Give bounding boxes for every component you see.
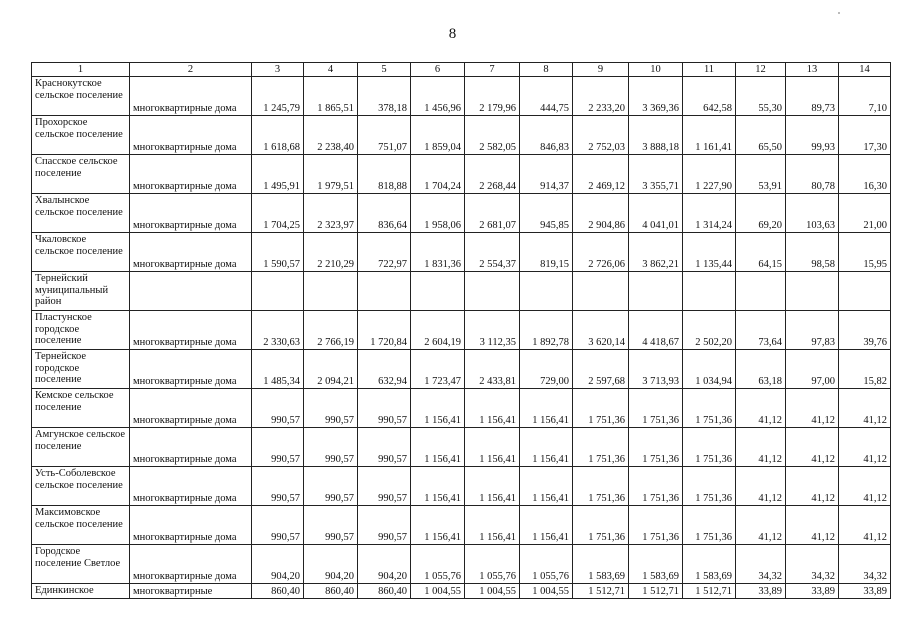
table-row [32,428,891,467]
tariff-value: 1 495,91 [252,155,304,194]
tariff-value: 99,93 [786,116,839,155]
settlement-name: Прохорское сельское поселение [32,116,130,155]
tariff-value: 990,57 [358,467,411,506]
tariff-value: 69,20 [736,194,786,233]
tariff-value: 860,40 [304,584,358,599]
tariff-value: 1 156,41 [465,428,520,467]
tariff-value: 1 512,71 [629,584,683,599]
tariff-value: 41,12 [786,389,839,428]
table-row [32,350,891,389]
tariff-value: 1 156,41 [465,506,520,545]
tariff-value: 1 704,24 [411,155,465,194]
tariff-value: 3 888,18 [629,116,683,155]
tariff-value: 1 583,69 [573,545,629,584]
tariff-value: 2 502,20 [683,311,736,350]
tariff-value: 904,20 [358,545,411,584]
housing-type: многоквартирные дома [130,467,252,506]
tariff-value: 2 268,44 [465,155,520,194]
tariff-value [252,272,304,311]
tariff-value: 378,18 [358,77,411,116]
tariff-value: 1 156,41 [520,467,573,506]
tariff-value: 63,18 [736,350,786,389]
tariff-value: 729,00 [520,350,573,389]
tariff-value: 1 156,41 [520,506,573,545]
tariff-value: 1 958,06 [411,194,465,233]
tariff-value [629,272,683,311]
tariff-value [683,272,736,311]
tariff-value: 33,89 [839,584,891,599]
tariff-value: 34,32 [839,545,891,584]
column-header: 13 [786,63,839,77]
tariff-value [520,272,573,311]
housing-type: многоквартирные дома [130,389,252,428]
settlement-name: Усть-Соболевское сельское поселение [32,467,130,506]
housing-type: многоквартирные дома [130,506,252,545]
tariff-value: 41,12 [736,506,786,545]
housing-type: многоквартирные дома [130,545,252,584]
tariff-value: 41,12 [786,428,839,467]
tariff-value: 1 004,55 [411,584,465,599]
tariff-value: 1 156,41 [411,428,465,467]
tariff-value: 990,57 [304,428,358,467]
tariff-value: 1 512,71 [683,584,736,599]
tariff-value: 1 751,36 [573,428,629,467]
tariff-value: 33,89 [736,584,786,599]
column-header: 10 [629,63,683,77]
tariff-value: 1 751,36 [573,467,629,506]
table-row [32,584,891,599]
tariff-value: 55,30 [736,77,786,116]
tariff-value: 1 723,47 [411,350,465,389]
column-header: 2 [130,63,252,77]
tariff-value: 990,57 [252,428,304,467]
tariff-value: 4 418,67 [629,311,683,350]
tariff-value: 3 112,35 [465,311,520,350]
table-body [32,77,891,599]
tariff-value: 990,57 [252,467,304,506]
tariff-value: 41,12 [839,467,891,506]
tariff-value: 990,57 [358,389,411,428]
table-row [32,155,891,194]
tariff-value: 914,37 [520,155,573,194]
tariff-value: 2 904,86 [573,194,629,233]
tariff-value: 41,12 [839,389,891,428]
tariff-value: 1 859,04 [411,116,465,155]
tariff-value: 632,94 [358,350,411,389]
table-row [32,389,891,428]
scan-speck [838,12,840,14]
tariff-value [465,272,520,311]
tariff-value: 818,88 [358,155,411,194]
tariff-value: 1 156,41 [465,389,520,428]
tariff-value: 990,57 [358,428,411,467]
tariff-value: 2 179,96 [465,77,520,116]
table-row [32,467,891,506]
tariff-value: 2 433,81 [465,350,520,389]
tariff-value: 1 161,41 [683,116,736,155]
tariff-value: 2 094,21 [304,350,358,389]
column-header: 9 [573,63,629,77]
tariff-value: 15,95 [839,233,891,272]
housing-type: многоквартирные дома [130,77,252,116]
table-row [32,272,891,311]
tariff-value: 2 752,03 [573,116,629,155]
tariff-value: 1 004,55 [520,584,573,599]
tariff-value [573,272,629,311]
tariff-value: 1 034,94 [683,350,736,389]
tariff-value: 3 369,36 [629,77,683,116]
settlement-name: Амгунское сельское поселение [32,428,130,467]
tariff-value: 1 156,41 [411,467,465,506]
tariff-value: 64,15 [736,233,786,272]
tariff-value: 2 597,68 [573,350,629,389]
tariff-value: 2 238,40 [304,116,358,155]
tariff-value [839,272,891,311]
page-number: 8 [448,26,457,42]
tariff-value: 80,78 [786,155,839,194]
tariff-value: 7,10 [839,77,891,116]
column-header: 14 [839,63,891,77]
tariff-value: 1 751,36 [683,467,736,506]
column-header: 1 [32,63,130,77]
tariff-value: 3 620,14 [573,311,629,350]
tariff-value: 41,12 [736,467,786,506]
tariff-value: 722,97 [358,233,411,272]
table-row [32,77,891,116]
tariff-value: 2 323,97 [304,194,358,233]
tariff-value: 1 751,36 [683,428,736,467]
settlement-name: Краснокутское сельское поселение [32,77,130,116]
tariff-value: 1 227,90 [683,155,736,194]
tariff-value: 1 751,36 [629,506,683,545]
tariff-value: 41,12 [786,467,839,506]
tariff-value: 1 751,36 [629,467,683,506]
tariff-value: 1 135,44 [683,233,736,272]
tariff-value: 97,83 [786,311,839,350]
tariff-value: 1 831,36 [411,233,465,272]
tariff-value [304,272,358,311]
tariff-value: 990,57 [304,389,358,428]
tariff-value: 2 582,05 [465,116,520,155]
tariff-value: 1 512,71 [573,584,629,599]
tariff-value: 103,63 [786,194,839,233]
tariff-value: 1 156,41 [411,389,465,428]
column-header: 3 [252,63,304,77]
tariff-value: 1 751,36 [683,389,736,428]
tariff-value: 41,12 [839,428,891,467]
tariff-value: 2 330,63 [252,311,304,350]
tariff-value: 89,73 [786,77,839,116]
settlement-name: Единкинское [32,584,130,599]
tariff-value: 819,15 [520,233,573,272]
tariff-value: 2 210,29 [304,233,358,272]
tariff-value: 1 720,84 [358,311,411,350]
tariff-value: 1 590,57 [252,233,304,272]
tariff-value: 990,57 [358,506,411,545]
tariff-value: 3 355,71 [629,155,683,194]
tariff-value: 34,32 [736,545,786,584]
tariff-value: 41,12 [786,506,839,545]
tariff-value: 1 751,36 [573,506,629,545]
tariff-value: 21,00 [839,194,891,233]
tariff-value: 1 456,96 [411,77,465,116]
tariff-value: 33,89 [786,584,839,599]
tariff-value [358,272,411,311]
table-row [32,506,891,545]
tariff-value: 39,76 [839,311,891,350]
housing-type: многоквартирные [130,584,252,599]
tariff-value [786,272,839,311]
housing-type: многоквартирные дома [130,233,252,272]
tariff-value: 1 004,55 [465,584,520,599]
tariff-value: 990,57 [252,506,304,545]
tariff-value: 41,12 [736,428,786,467]
tariff-value: 2 554,37 [465,233,520,272]
tariff-value: 3 713,93 [629,350,683,389]
settlement-name: Тернейский муниципальный район [32,272,130,311]
settlement-name: Чкаловское сельское поселение [32,233,130,272]
tariff-value: 3 862,21 [629,233,683,272]
tariff-value: 1 055,76 [411,545,465,584]
settlement-name: Максимовское сельское поселение [32,506,130,545]
settlement-name: Хвалынское сельское поселение [32,194,130,233]
tariff-value: 1 156,41 [520,389,573,428]
tariff-value: 2 604,19 [411,311,465,350]
housing-type: многоквартирные дома [130,194,252,233]
tariff-value: 1 583,69 [629,545,683,584]
tariff-value [736,272,786,311]
tariff-value: 4 041,01 [629,194,683,233]
tariff-value: 945,85 [520,194,573,233]
tariff-value: 15,82 [839,350,891,389]
tariff-value: 34,32 [786,545,839,584]
table-row [32,545,891,584]
housing-type: многоквартирные дома [130,350,252,389]
tariff-value: 2 726,06 [573,233,629,272]
settlement-name: Пластунское городское поселение [32,311,130,350]
column-header: 12 [736,63,786,77]
tariff-value: 73,64 [736,311,786,350]
housing-type: многоквартирные дома [130,428,252,467]
column-header: 5 [358,63,411,77]
tariff-value: 2 233,20 [573,77,629,116]
tariff-value: 1 156,41 [411,506,465,545]
tariff-value: 53,91 [736,155,786,194]
column-header: 6 [411,63,465,77]
tariff-value: 41,12 [839,506,891,545]
table-row [32,194,891,233]
tariff-value: 1 485,34 [252,350,304,389]
tariff-value: 2 766,19 [304,311,358,350]
column-header: 8 [520,63,573,77]
housing-type: многоквартирные дома [130,155,252,194]
settlement-name: Городское поселение Светлое [32,545,130,584]
table-row [32,116,891,155]
tariff-value: 860,40 [358,584,411,599]
table-row [32,233,891,272]
column-header: 11 [683,63,736,77]
tariff-value: 1 156,41 [465,467,520,506]
housing-type: многоквартирные дома [130,116,252,155]
tariff-value: 1 751,36 [629,389,683,428]
tariff-value: 2 469,12 [573,155,629,194]
tariff-value: 1 055,76 [520,545,573,584]
tariff-value: 990,57 [252,389,304,428]
tariff-value [411,272,465,311]
column-number-row [32,63,891,77]
tariff-value: 17,30 [839,116,891,155]
tariff-value: 1 618,68 [252,116,304,155]
tariff-value: 904,20 [252,545,304,584]
tariff-value: 990,57 [304,467,358,506]
tariff-value: 1 704,25 [252,194,304,233]
tariff-value: 1 245,79 [252,77,304,116]
tariff-value: 1 314,24 [683,194,736,233]
tariff-value: 41,12 [736,389,786,428]
tariff-value: 904,20 [304,545,358,584]
settlement-name: Спасское сельское поселение [32,155,130,194]
housing-type: многоквартирные дома [130,311,252,350]
tariff-value: 2 681,07 [465,194,520,233]
tariff-value: 97,00 [786,350,839,389]
tariff-value: 860,40 [252,584,304,599]
tariff-value: 1 583,69 [683,545,736,584]
column-header: 7 [465,63,520,77]
tariff-value: 1 751,36 [573,389,629,428]
tariff-table [31,62,891,599]
tariff-value: 1 865,51 [304,77,358,116]
tariff-value: 642,58 [683,77,736,116]
table-row [32,311,891,350]
housing-type [130,272,252,311]
tariff-value: 846,83 [520,116,573,155]
tariff-value: 444,75 [520,77,573,116]
column-header: 4 [304,63,358,77]
tariff-value: 990,57 [304,506,358,545]
tariff-value: 751,07 [358,116,411,155]
tariff-value: 1 156,41 [520,428,573,467]
tariff-value: 1 892,78 [520,311,573,350]
tariff-value: 1 751,36 [683,506,736,545]
settlement-name: Кемское сельское поселение [32,389,130,428]
settlement-name: Тернейское городское поселение [32,350,130,389]
tariff-value: 98,58 [786,233,839,272]
tariff-value: 1 055,76 [465,545,520,584]
tariff-value: 1 979,51 [304,155,358,194]
tariff-value: 16,30 [839,155,891,194]
tariff-value: 65,50 [736,116,786,155]
tariff-value: 836,64 [358,194,411,233]
tariff-value: 1 751,36 [629,428,683,467]
